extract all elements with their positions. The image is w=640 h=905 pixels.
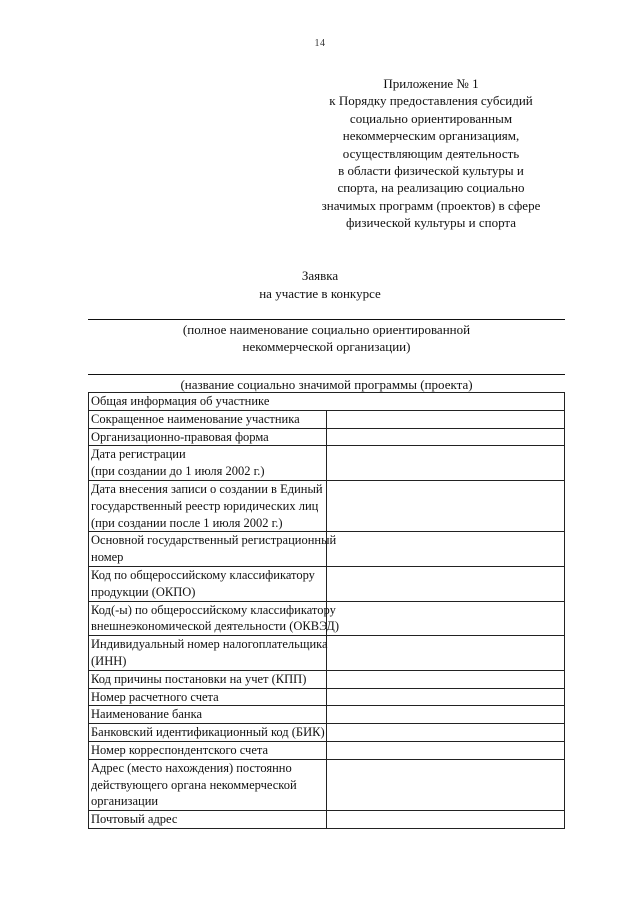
table-row-label-line: Номер расчетного счета — [91, 689, 219, 704]
table-row-label-line: Дата внесения записи о создании в Единый — [91, 481, 323, 496]
table-row-label-line: действующего органа некоммерческой — [91, 777, 297, 792]
table-row-label — [89, 532, 337, 567]
table-row-value-cell[interactable] — [327, 670, 565, 688]
program-name-fill-line — [88, 374, 565, 375]
participant-info-table — [88, 392, 565, 829]
caption-line: (полное наименование социально ориентированной — [182, 322, 471, 337]
table-row-label-line: Основной государственный регистрационный — [91, 533, 337, 548]
table-row-value-cell[interactable] — [327, 601, 565, 636]
appendix-line: физической культуры и спорта — [345, 215, 517, 231]
table-row-label-line: номер — [91, 550, 124, 565]
table-row-label-line: Адрес (место нахождения) постоянно — [91, 760, 292, 775]
table-row-label — [89, 446, 327, 481]
appendix-line: значимых программ (проектов) в сфере — [321, 197, 541, 213]
table-row-label-line: Код причины постановки на учет (КПП) — [91, 671, 307, 686]
table-row-label-line: Номер корреспондентского счета — [91, 742, 269, 757]
table-row — [89, 410, 565, 428]
table-row-label — [89, 724, 327, 742]
table-row-label-line: продукции (ОКПО) — [91, 584, 196, 599]
table-row-label — [89, 480, 327, 531]
table-row — [89, 636, 565, 671]
table-row-value-cell[interactable] — [327, 706, 565, 724]
table-row-value-cell[interactable] — [327, 446, 565, 481]
table-row — [89, 601, 565, 636]
table-row — [89, 446, 565, 481]
table-row-label-line: (при создании до 1 июля 2002 г.) — [91, 464, 265, 479]
application-subtitle: на участие в конкурсе — [259, 286, 381, 301]
program-caption: (название социально значимой программы (проекта) — [180, 377, 473, 392]
table-row-value-cell[interactable] — [327, 566, 565, 601]
table-row-label-line: Код по общероссийскому классификатору — [91, 567, 315, 582]
table-row-label — [89, 636, 327, 671]
table-row — [89, 428, 565, 446]
table-row — [89, 706, 565, 724]
table-row — [89, 811, 565, 829]
table-row — [89, 759, 565, 810]
appendix-line: некоммерческим организациям, — [342, 128, 520, 144]
table-row — [89, 670, 565, 688]
table-row-label-line: Код(-ы) по общероссийскому классификатору — [91, 602, 336, 617]
table-row-value-cell[interactable] — [327, 688, 565, 706]
appendix-line: социально ориентированным — [349, 110, 513, 126]
table-row-value-cell[interactable] — [327, 759, 565, 810]
table-row-label — [89, 688, 327, 706]
table-row-label — [89, 811, 327, 829]
table-row-label-line: Банковский идентификационный код (БИК) — [91, 725, 325, 740]
table-row-label-line: Почтовый адрес — [91, 812, 178, 827]
table-row-value-cell[interactable] — [327, 532, 565, 567]
table-row-label — [89, 706, 327, 724]
table-row-value-cell[interactable] — [327, 811, 565, 829]
table-row-value-cell[interactable] — [327, 428, 565, 446]
table-row-label — [89, 410, 327, 428]
appendix-line: Приложение № 1 — [383, 76, 479, 91]
table-row-label — [89, 428, 327, 446]
table-row-label-line: Организационно-правовая форма — [91, 429, 269, 444]
appendix-line: осуществляющим деятельность — [342, 145, 520, 161]
appendix-header — [300, 75, 562, 232]
table-row-label-line: (при создании после 1 июля 2002 г.) — [91, 515, 283, 530]
table-row-label — [89, 566, 327, 601]
table-row-value-cell[interactable] — [327, 741, 565, 759]
org-name-fill-line — [88, 319, 565, 320]
table-row — [89, 566, 565, 601]
table-row-label-line: Индивидуальный номер налогоплательщика — [91, 637, 328, 652]
table-row-label — [89, 670, 327, 688]
table-row-label-line: (ИНН) — [91, 653, 127, 668]
table-row-label-line: внешнеэкономической деятельности (ОКВЭД) — [91, 619, 339, 634]
table-row-label-line: государственный реестр юридических лиц — [91, 498, 319, 513]
table-row-label — [89, 601, 339, 636]
table-row-value-cell[interactable] — [327, 480, 565, 531]
table-row-label — [89, 741, 327, 759]
table-row — [89, 532, 565, 567]
page-number: 14 — [314, 38, 326, 49]
appendix-line: в области физической культуры и — [338, 163, 524, 179]
table-row — [89, 480, 565, 531]
org-name-caption — [88, 321, 565, 355]
table-row-value-cell[interactable] — [327, 724, 565, 742]
appendix-line: спорта, на реализацию социально — [337, 180, 525, 196]
table-row — [89, 724, 565, 742]
table-row — [89, 741, 565, 759]
table-row-value-cell[interactable] — [327, 636, 565, 671]
table-row — [89, 393, 565, 411]
table-row-label-line: Дата регистрации — [91, 447, 186, 462]
table-row-value-cell[interactable] — [327, 410, 565, 428]
table-row-label-line: Наименование банка — [91, 707, 203, 722]
table-row-label — [89, 759, 327, 810]
table-row-label-line: Сокращенное наименование участника — [91, 411, 300, 426]
table-row-label — [89, 393, 565, 411]
caption-line: некоммерческой организации) — [242, 339, 411, 354]
application-title: Заявка — [301, 268, 339, 283]
table-row-label-line: организации — [91, 794, 159, 809]
table-row-label-line: Общая информация об участнике — [91, 394, 270, 408]
appendix-line: к Порядку предоставления субсидий — [329, 93, 533, 109]
table-row — [89, 688, 565, 706]
